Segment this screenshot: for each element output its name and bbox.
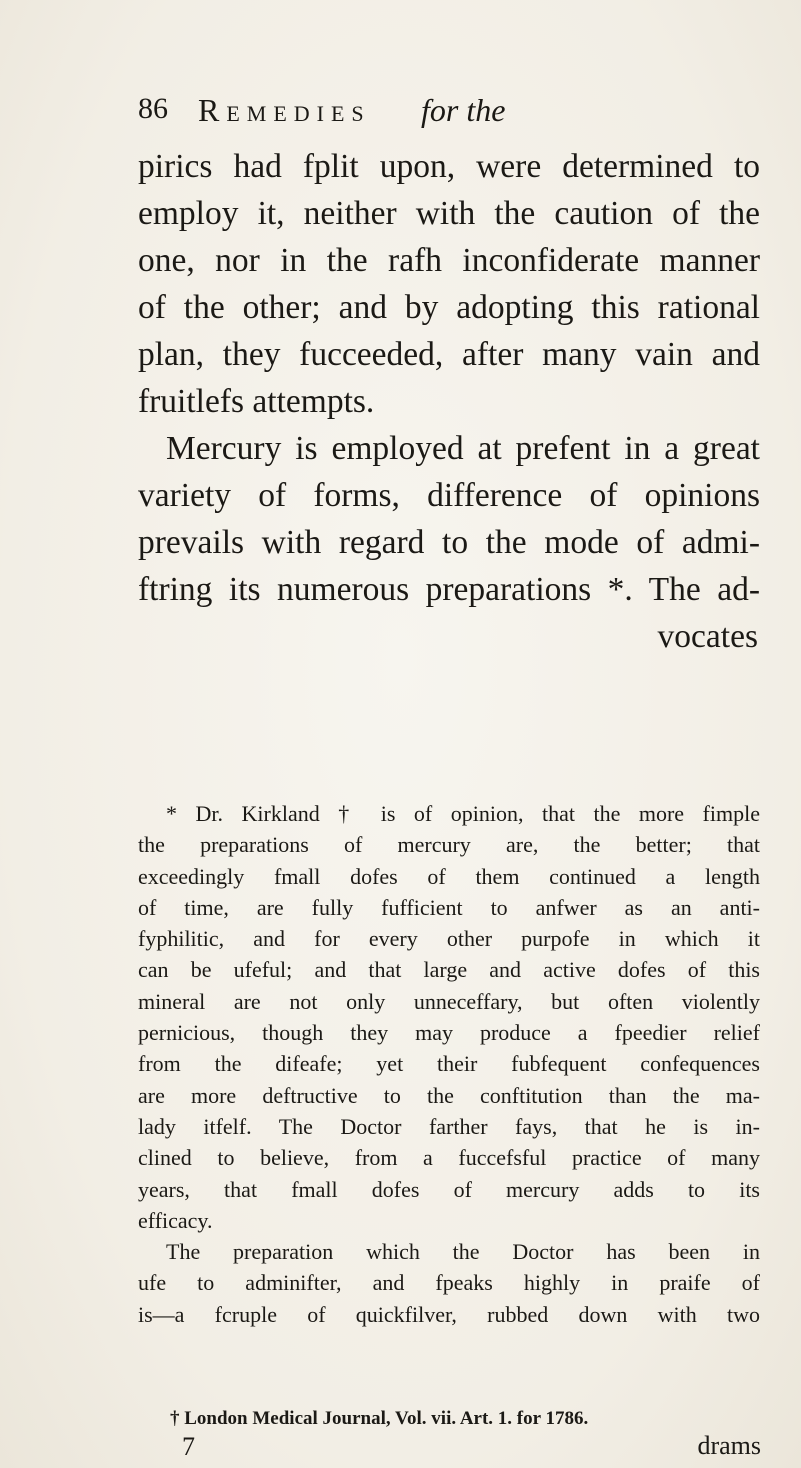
text-line: plan, they fucceeded, after many vain and xyxy=(138,336,760,373)
text-line: fruitlefs attempts. xyxy=(138,383,375,420)
text-line: Mercury is employed at prefent in a great xyxy=(166,430,760,467)
footnote-line: years, that fmall dofes of mercury adds to its xyxy=(138,1176,760,1202)
footnote-line: The preparation which the Doctor has been in xyxy=(166,1239,760,1265)
footnote-line: from the difeafe; yet their fubfequent confequences xyxy=(138,1051,760,1077)
footnote-line: efficacy. xyxy=(138,1207,213,1233)
footnote-line: pernicious, though they may produce a fpeedier relief xyxy=(138,1020,760,1046)
footnote-line: exceedingly fmall dofes of them continued a length xyxy=(138,863,760,889)
page-number: 86 xyxy=(138,92,168,125)
text-line: variety of forms, difference of opinions xyxy=(138,477,760,514)
footnote-line: is—a fcruple of quickfilver, rubbed down with two xyxy=(138,1301,760,1327)
signature-mark: 7 xyxy=(182,1432,195,1461)
text-line: pirics had fplit upon, were determined to xyxy=(138,148,760,185)
footnote-line: fyphilitic, and for every other purpofe in which it xyxy=(138,926,760,952)
footnote-line: mineral are not only unneceffary, but often violently xyxy=(138,988,760,1014)
footnote-line: ufe to adminifter, and fpeaks highly in praife of xyxy=(138,1270,760,1296)
text-line: ftring its numerous preparations *. The ad- xyxy=(138,571,760,608)
footnote xyxy=(138,798,760,1330)
footnote-line: of time, are fully fufficient to anfwer as an anti- xyxy=(138,894,760,920)
text-line: one, nor in the rafh inconfiderate manner xyxy=(138,242,760,279)
catchword: drams xyxy=(697,1431,761,1460)
sub-footnote: † London Medical Journal, Vol. vii. Art. 1. for 1786. xyxy=(170,1408,589,1429)
footnote-line: clined to believe, from a fuccefsful practice of many xyxy=(138,1145,760,1171)
footnote-line: * Dr. Kirkland † is of opinion, that the more fimple xyxy=(166,801,760,826)
text-line: of the other; and by adopting this rational xyxy=(138,289,760,326)
running-title-italic: for the xyxy=(421,92,506,128)
page-header xyxy=(138,92,698,136)
text-line: prevails with regard to the mode of admi- xyxy=(138,524,760,561)
main-text xyxy=(138,143,760,660)
text-line: vocates xyxy=(657,618,758,655)
footnote-line: the preparations of mercury are, the better; that xyxy=(138,832,760,858)
footnote-line: lady itfelf. The Doctor farther fays, that he is in- xyxy=(138,1113,760,1139)
footnote-line: are more deftructive to the conftitution than the ma- xyxy=(138,1082,760,1108)
running-title: Remedies xyxy=(198,92,371,128)
text-line: employ it, neither with the caution of the xyxy=(138,195,760,232)
footnote-line: can be ufeful; and that large and active dofes of this xyxy=(138,957,760,983)
